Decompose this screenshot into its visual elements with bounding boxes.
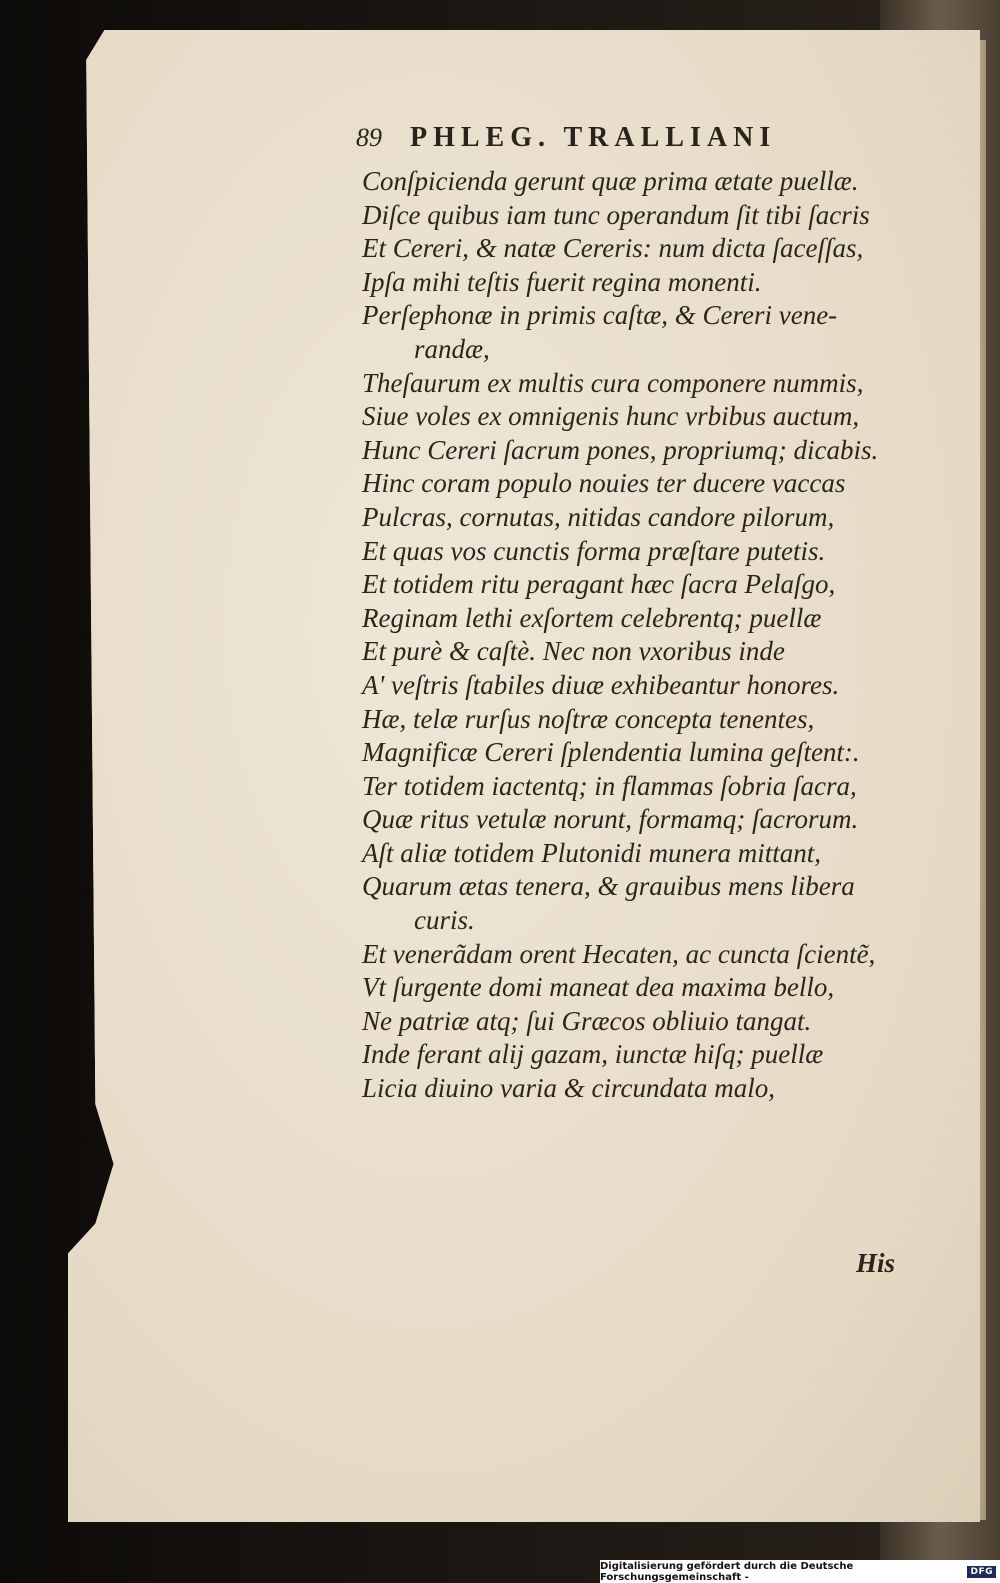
verse-line: Quæ ritus vetulæ norunt, formamq; ſacrorum. — [362, 804, 859, 835]
verse-line: Conſpicienda gerunt quæ prima ætate puellæ. — [362, 166, 859, 196]
verse-line: Licia diuino varia & circundata malo, — [362, 1073, 775, 1104]
verse-line: Et quas vos cunctis forma præſtare putetis. — [362, 535, 826, 566]
verse-line: curis. — [414, 905, 475, 936]
verse-line: Reginam lethi exſortem celebrentq; puellæ — [362, 602, 822, 633]
verse-line: Hæ, telæ rurſus noſtræ concepta tenentes, — [362, 703, 815, 734]
page-header — [356, 122, 916, 166]
verse-line: A' veſtris ſtabiles diuæ exhibeantur honores. — [362, 669, 840, 700]
verse-line: Perſephonæ in primis caſtæ, & Cereri vene- — [362, 300, 838, 331]
verse-line: Ne patriæ atq; ſui Græcos obliuio tangat. — [362, 1005, 812, 1036]
verse-line: Et totidem ritu peragant hæc ſacra Pelaſgo, — [362, 569, 836, 600]
folio-number: 89 — [356, 123, 382, 152]
verse-line: Aſt aliæ totidem Plutonidi munera mittant, — [362, 837, 821, 868]
verse-line: Vt ſurgente domi maneat dea maxima bello, — [362, 972, 835, 1003]
verse-line: randæ, — [414, 333, 490, 364]
running-head: PHLEG. TRALLIANI — [410, 122, 777, 153]
verse-line: Et Cereri, & natæ Cereris: num dicta ſaceſſas, — [362, 233, 864, 264]
verse-line: Diſce quibus iam tunc operandum ſit tibi ſacris — [362, 199, 870, 230]
digitization-footer — [600, 1560, 1000, 1583]
verse-line: Ter totidem iactentq; in flammas ſobria ſacra, — [362, 770, 857, 801]
verse-line: Inde ferant alij gazam, iunctæ hiſq; puellæ — [362, 1039, 824, 1070]
verse-line: Hunc Cereri ſacrum pones, propriumq; dicabis. — [362, 434, 879, 465]
catchword: His — [856, 1248, 896, 1278]
verse-line: Hinc coram populo nouies ter ducere vaccas — [362, 468, 846, 499]
verse-line: Quarum ætas tenera, & grauibus mens libera — [362, 871, 855, 902]
funding-credit: Digitalisierung gefördert durch die Deutsche Forschungsgemeinschaft - — [600, 1560, 854, 1583]
dfg-logo: DFG — [967, 1566, 996, 1578]
verse-line: Pulcras, cornutas, nitidas candore pilorum, — [362, 501, 835, 532]
verse-line: Et purè & caſtè. Nec non vxoribus inde — [362, 636, 785, 667]
verse-line: Theſaurum ex multis cura componere nummis, — [362, 367, 864, 398]
verse-text-block — [362, 165, 942, 1106]
verse-line: Ipſa mihi teſtis fuerit regina monenti. — [362, 266, 762, 297]
verse-line: Et venerãdam orent Hecaten, ac cuncta ſcientẽ, — [362, 938, 876, 969]
verse-line: Magnificæ Cereri ſplendentia lumina geſtent:. — [362, 737, 860, 768]
verse-line: Siue voles ex omnigenis hunc vrbibus auctum, — [362, 401, 860, 432]
